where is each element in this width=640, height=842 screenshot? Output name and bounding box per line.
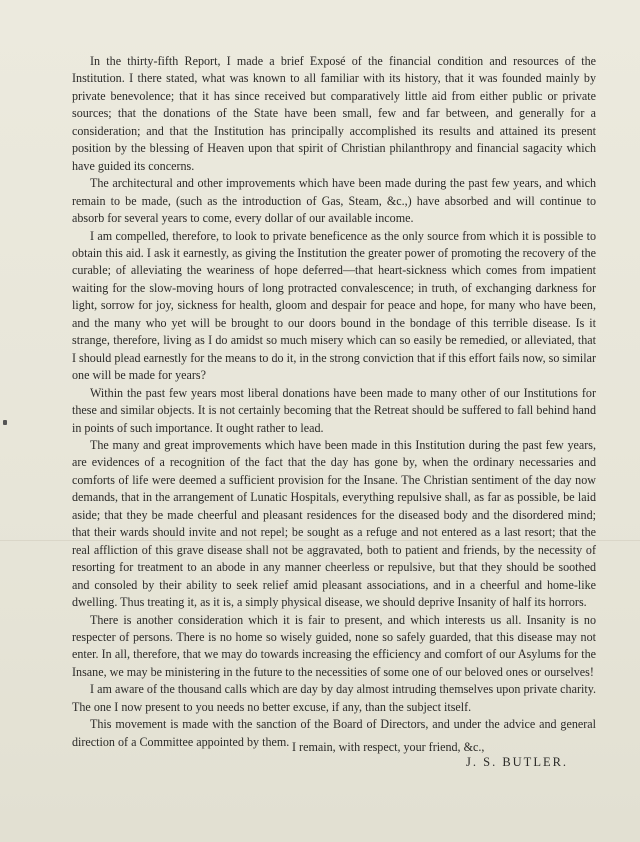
paragraph-6: There is another consideration which it is fair to present, and which interests us all. Insanity is no respecter of persons. There is no home so wisely guided, none so safely guarded, that this disease may not enter. In all, therefore, that we may do towards increasing the efficiency and comfort of our Asylums for the Insane, we may be ministering in the future to the necessities of some one of our beloved ones or ourselves! bbox=[72, 612, 596, 679]
paragraph-1: In the thirty-fifth Report, I made a brief Exposé of the financial condition and resources of the Institution. I there stated, what was known to all familiar with its history, that it was founded mainly by private benevolence; that it has since received but comparatively little aid from either public or private sources; that the donations of the State have been small, few and far between, and generally for a consideration; and that the Institution has principally accomplished its results and attained its present position by the blessing of Heaven upon that spirit of Christian philanthropy and financial sagacity which have guided its concerns. bbox=[72, 54, 596, 173]
paragraph-4: Within the past few years most liberal donations have been made to many other of our Institutions for these and similar objects. It is not certainly becoming that the Retreat should be suffered to fall behind hand in points of such importance. It ought rather to lead. bbox=[72, 385, 596, 435]
paragraph-8: This movement is made with the sanction of the Board of Directors, and under the advice and general direction of a Committee appointed by them. bbox=[72, 717, 596, 749]
paragraph-7: I am aware of the thousand calls which are day by day almost intruding themselves upon private charity. The one I now present to you needs no better excuse, if any, than the subject itself. bbox=[72, 682, 596, 714]
edge-mark bbox=[3, 420, 7, 425]
letter-body bbox=[72, 53, 596, 751]
paragraph-3: I am compelled, therefore, to look to private beneficence as the only source from which it is possible to obtain this aid. I ask it earnestly, as giving the Institution the greater power of promoting the recovery of the curable; of alleviating the weariness of hope deferred—that heart-sickness which comes from impatient waiting for the slow-moving hours of long protracted convalescence; in truth, of exchanging darkness for light, sorrow for joy, sickness for health, gloom and despair for peace and hope, for many who have been, and the many who yet will be brought to our doors bound in the bondage of this terrible disease. Is it strange, therefore, living as I do amidst so much misery which can so easily be remedied, or alleviated, that I should plead earnestly for the means to do it, in the strong conviction that if this effort fails now, so similar one will be made for years? bbox=[72, 228, 596, 383]
closing-line: I remain, with respect, your friend, &c., bbox=[292, 740, 485, 754]
paragraph-2: The architectural and other improvements which have been made during the past few years, and which remain to be made, (such as the introduction of Gas, Steam, &c.,) have absorbed and will continue to absorb for several years to come, every dollar of our available income. bbox=[72, 176, 596, 226]
paragraph-5: The many and great improvements which have been made in this Institution during the past few years, are evidences of a recognition of the fact that the day has gone by, when the ordinary necessaries and comforts of life were deemed a sufficient provision for the Insane. The Christian sentiment of the day now demands, that in the arrangement of Lunatic Hospitals, everything repulsive shall, as far as possible, be laid aside; that they be made cheerful and pleasant residences for the diseased body and the disordered mind; that their wards should invite and not repel; be sought as a refuge and not entered as a last resort; that the real affliction of this grave disease shall not be aggravated, both to patient and friends, by the necessity of resorting for treatment to an abode in any manner cheerless or repulsive, but that they should be soothed and consoled by their ability to seek relief amid pleasant associations, and in a cheerful and home-like dwelling. Thus treating it, as it is, a simply physical disease, we should deprive Insanity of half its horrors. bbox=[72, 437, 596, 610]
signature: J. S. BUTLER. bbox=[466, 755, 569, 769]
